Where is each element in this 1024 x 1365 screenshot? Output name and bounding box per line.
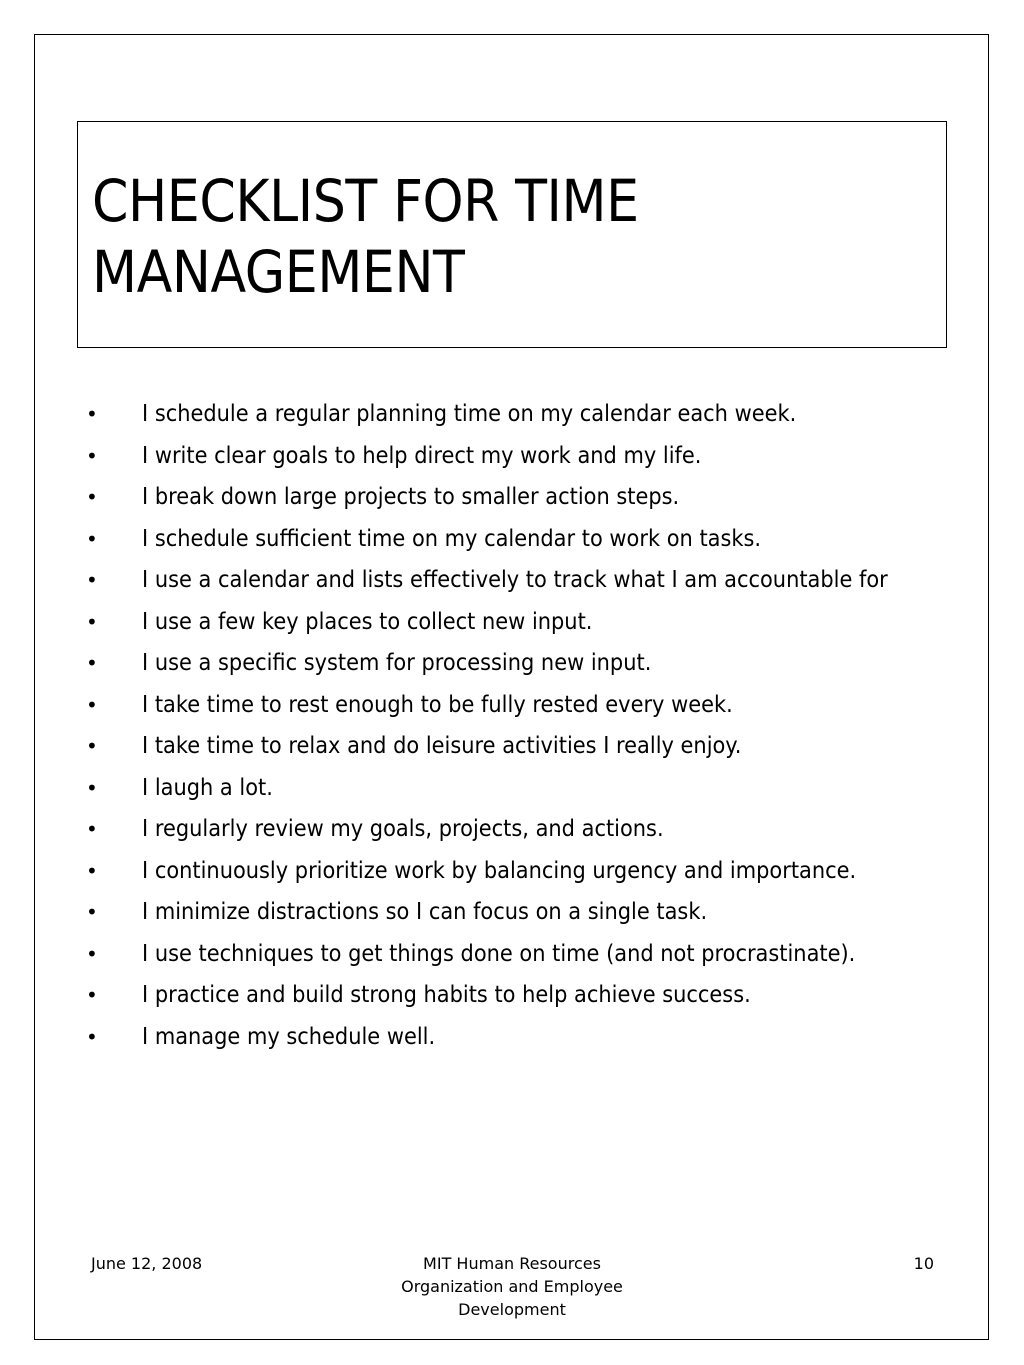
bullet-icon: • — [86, 651, 98, 675]
slide-title-line-2: MANAGEMENT — [92, 238, 465, 306]
checklist-item-text: I practice and build strong habits to help achieve success. — [142, 982, 751, 1008]
bullet-icon: • — [86, 568, 98, 592]
bullet-icon: • — [86, 443, 98, 468]
checklist-item-text: I laugh a lot. — [142, 774, 273, 801]
checklist-item — [0, 481, 1024, 513]
bullet-icon: • — [86, 941, 98, 966]
checklist-item-text: I use a few key places to collect new input. — [142, 608, 593, 635]
checklist-item-text: I take time to relax and do leisure activities I really enjoy. — [142, 733, 742, 759]
checklist-item — [0, 1021, 1024, 1053]
footer-organization — [362, 1252, 662, 1321]
checklist-item — [0, 730, 1024, 762]
checklist-item — [0, 606, 1024, 638]
checklist-item — [0, 896, 1024, 928]
checklist-item — [0, 523, 1024, 555]
checklist-item-text: I regularly review my goals, projects, and actions. — [142, 816, 664, 842]
bullet-icon: • — [86, 402, 98, 426]
checklist-item — [0, 772, 1024, 804]
slide-title-line-1: CHECKLIST FOR TIME — [92, 167, 639, 235]
checklist-item — [0, 855, 1024, 887]
bullet-icon: • — [86, 734, 98, 758]
title-box — [77, 121, 947, 348]
bullet-icon: • — [86, 692, 98, 717]
checklist-item — [0, 564, 1024, 596]
footer-date: June 12, 2008 — [91, 1254, 203, 1273]
checklist-item — [0, 398, 1024, 430]
checklist-item-text: I write clear goals to help direct my work and my life. — [142, 442, 702, 469]
checklist-item-text: I break down large projects to smaller action steps. — [142, 484, 680, 510]
checklist-item-text: I use techniques to get things done on time (and not procrastinate). — [142, 940, 856, 967]
bullet-icon: • — [86, 817, 98, 841]
checklist-item — [0, 938, 1024, 970]
footer-organization-line-3: Development — [458, 1300, 566, 1319]
bullet-icon: • — [86, 900, 98, 924]
bullet-icon: • — [86, 775, 98, 800]
footer-organization-line-2: Organization and Employee — [401, 1277, 623, 1296]
checklist-item-text: I manage my schedule well. — [142, 1023, 436, 1050]
bullet-icon: • — [86, 1024, 98, 1049]
checklist-item-text: I minimize distractions so I can focus on a single task. — [142, 899, 708, 925]
bullet-icon: • — [86, 526, 98, 551]
checklist-item-text: I use a calendar and lists effectively to track what I am accountable for — [142, 567, 888, 593]
bullet-icon: • — [86, 485, 98, 509]
checklist-item-text: I use a specific system for processing new input. — [142, 650, 652, 676]
bullet-icon: • — [86, 983, 98, 1007]
slide-title — [92, 166, 639, 308]
checklist-item-text: I take time to rest enough to be fully rested every week. — [142, 691, 733, 718]
checklist-item — [0, 813, 1024, 845]
page-number: 10 — [913, 1254, 934, 1273]
checklist-item-text: I continuously prioritize work by balancing urgency and importance. — [142, 857, 857, 884]
bullet-icon: • — [86, 609, 98, 634]
checklist-item-text: I schedule sufficient time on my calendar to work on tasks. — [142, 525, 762, 552]
checklist-item-text: I schedule a regular planning time on my calendar each week. — [142, 401, 797, 427]
checklist-item — [0, 979, 1024, 1011]
checklist — [0, 398, 1024, 1062]
footer-organization-line-1: MIT Human Resources — [423, 1254, 601, 1273]
bullet-icon: • — [86, 858, 98, 883]
checklist-item — [0, 689, 1024, 721]
checklist-item — [0, 440, 1024, 472]
checklist-item — [0, 647, 1024, 679]
